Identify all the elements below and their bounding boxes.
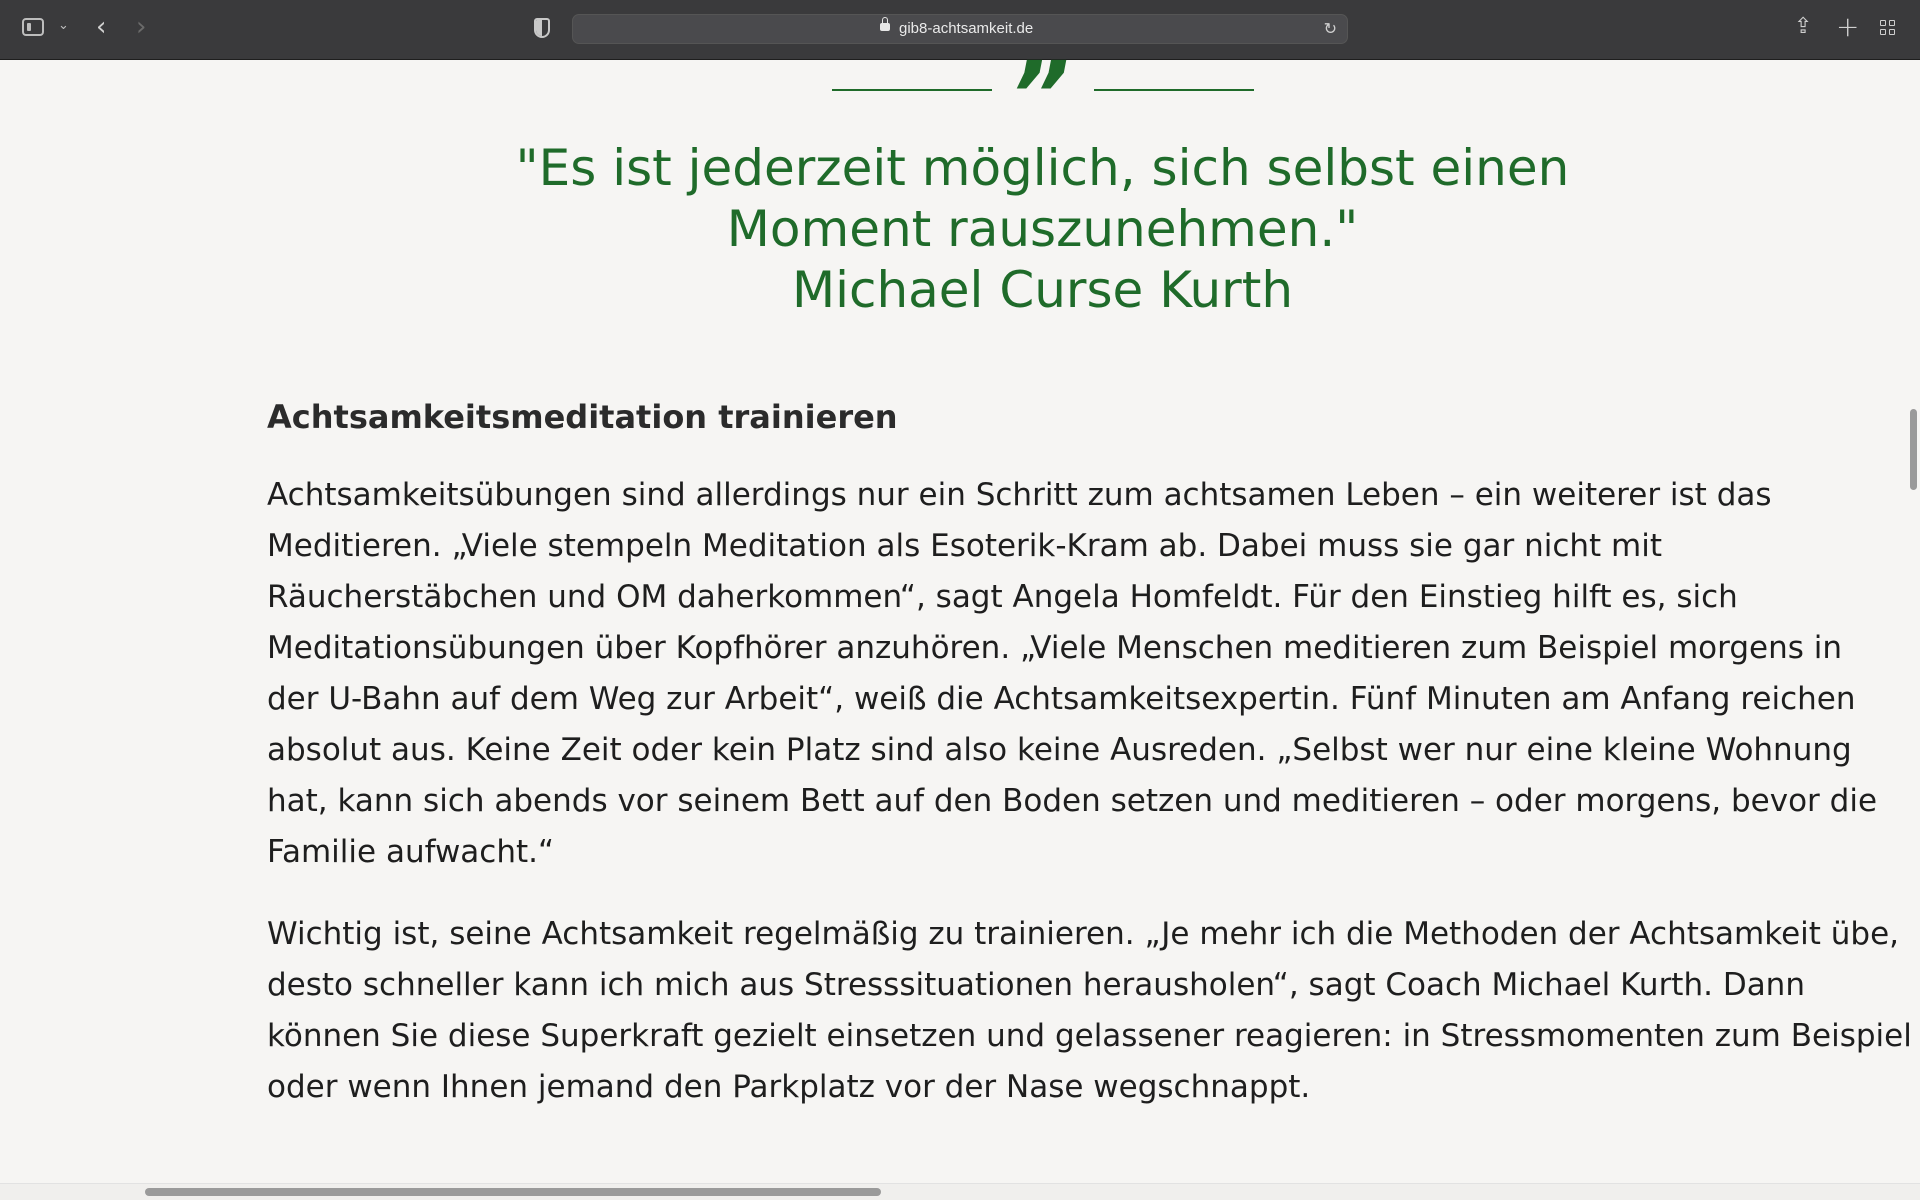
paragraph-line: hat, kann sich abends vor seinem Bett auf den Boden setzen und meditieren – oder morgens, bevor die xyxy=(267,783,1878,819)
quote-mark-icon: ” xyxy=(1010,42,1066,149)
share-icon[interactable]: ⇪ xyxy=(1794,14,1813,39)
paragraph-line: absolut aus. Keine Zeit oder kein Platz sind also keine Ausreden. „Selbst wer nur eine kleine Wohnung xyxy=(267,732,1852,768)
paragraph-line: Meditationsübungen über Kopfhörer anzuhören. „Viele Menschen meditieren zum Beispiel morgens in xyxy=(267,630,1842,666)
paragraph-line: Achtsamkeitsübungen sind allerdings nur ein Schritt zum achtsamen Leben – ein weiterer ist das xyxy=(267,477,1772,513)
paragraph-line: Räucherstäbchen und OM daherkommen“, sagt Angela Homfeldt. Für den Einstieg hilft es, sich xyxy=(267,579,1738,615)
article-paragraph xyxy=(267,909,1912,1113)
paragraph-line: Meditieren. „Viele stempeln Meditation als Esoterik-Kram ab. Dabei muss sie gar nicht mit xyxy=(267,528,1663,564)
address-bar[interactable] xyxy=(572,14,1348,44)
divider xyxy=(1094,89,1254,91)
vertical-scrollbar[interactable] xyxy=(1906,59,1920,1180)
chevron-right-icon[interactable]: › xyxy=(136,12,147,42)
vertical-scroll-thumb[interactable] xyxy=(1910,409,1917,490)
paragraph-line: oder wenn Ihnen jemand den Parkplatz vor der Nase wegschnappt. xyxy=(267,1069,1311,1105)
plus-icon[interactable]: + xyxy=(1836,10,1860,43)
paragraph-line: der U-Bahn auf dem Weg zur Arbeit“, weiß die Achtsamkeitsexpertin. Fünf Minuten am Anfang reichen xyxy=(267,681,1856,717)
article-paragraph xyxy=(267,470,1878,878)
paragraph-line: Wichtig ist, seine Achtsamkeit regelmäßig zu trainieren. „Je mehr ich die Methoden der Achtsamkeit übe, xyxy=(267,916,1900,952)
quote-line: "Es ist jederzeit möglich, sich selbst einen xyxy=(515,139,1570,197)
horizontal-scrollbar[interactable] xyxy=(0,1183,1920,1200)
tab-grid-icon[interactable] xyxy=(1880,20,1896,36)
browser-toolbar xyxy=(0,0,1920,60)
shield-icon[interactable] xyxy=(534,18,550,38)
chevron-left-icon[interactable]: ‹ xyxy=(96,12,107,42)
quote-decoration xyxy=(832,42,1252,149)
divider xyxy=(832,89,992,91)
horizontal-scroll-thumb[interactable] xyxy=(145,1188,881,1196)
paragraph-line: desto schneller kann ich mich aus Stresssituationen herausholen“, sagt Coach Michael Kurth. Dann xyxy=(267,967,1805,1003)
reload-icon[interactable]: ↻ xyxy=(1323,19,1337,38)
lock-icon xyxy=(880,23,890,31)
paragraph-line: können Sie diese Superkraft gezielt einsetzen und gelassener reagieren: in Stressmomenten zum Beispiel xyxy=(267,1018,1912,1054)
sidebar-icon[interactable] xyxy=(22,18,44,36)
chevron-down-icon[interactable]: ⌄ xyxy=(58,18,69,33)
pull-quote xyxy=(400,138,1685,321)
url-text[interactable]: gib8-achtsamkeit.de xyxy=(899,20,1034,37)
quote-line: Moment rauszunehmen." xyxy=(726,200,1359,258)
quote-author: Michael Curse Kurth xyxy=(791,261,1294,319)
section-heading: Achtsamkeitsmeditation trainieren xyxy=(267,398,898,436)
paragraph-line: Familie aufwacht.“ xyxy=(267,834,555,870)
